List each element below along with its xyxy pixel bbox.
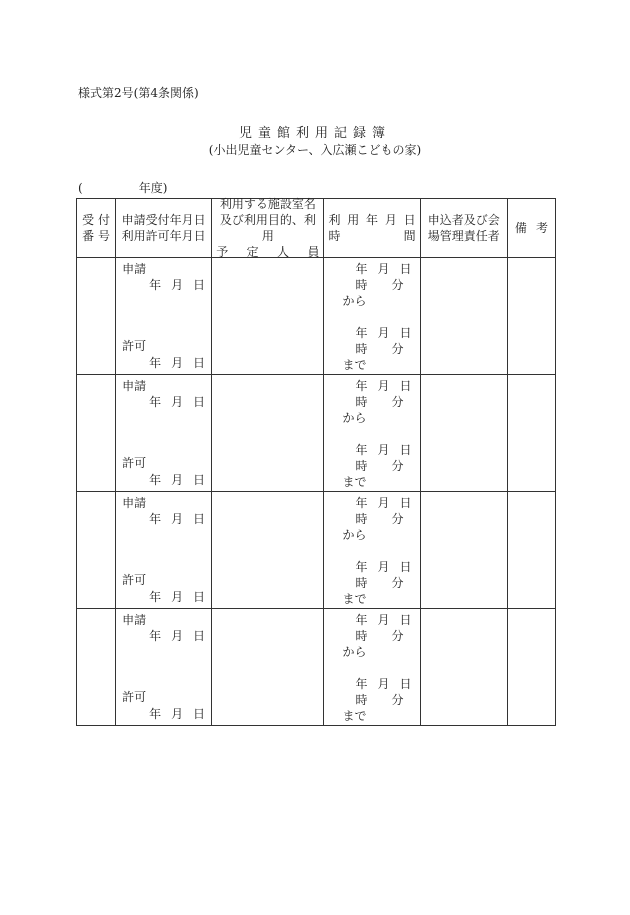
usage-log-body — [77, 258, 556, 726]
dates-cell[interactable] — [116, 492, 212, 609]
start-date: 年 月 日 — [355, 613, 412, 627]
applicant-cell[interactable] — [420, 258, 507, 375]
start-time: 時 分 — [355, 629, 404, 643]
apply-date: 年 月 日 — [149, 512, 206, 526]
until-label: まで — [342, 358, 367, 372]
permit-label: 許可 — [122, 690, 147, 704]
until-label: まで — [342, 475, 367, 489]
dates-cell[interactable] — [116, 258, 212, 375]
start-time: 時 分 — [355, 512, 404, 526]
table-row — [77, 609, 556, 726]
fiscal-year-open: ( — [78, 181, 83, 195]
header-facility: 利用する施設室名 及び利用目的、利用 予 定 人 員 — [212, 199, 324, 258]
header-usage-time: 利 用 年 月 日 時 間 — [324, 199, 420, 258]
permit-label: 許可 — [122, 339, 147, 353]
header-dates: 申請受付年月日 利用許可年月日 — [116, 199, 212, 258]
remarks-cell[interactable] — [507, 492, 555, 609]
permit-date: 年 月 日 — [149, 356, 206, 370]
apply-label: 申請 — [122, 496, 147, 510]
start-date: 年 月 日 — [355, 496, 412, 510]
applicant-cell[interactable] — [420, 375, 507, 492]
fiscal-year-line — [78, 179, 167, 196]
apply-date: 年 月 日 — [149, 395, 206, 409]
dates-cell[interactable] — [116, 609, 212, 726]
applicant-cell[interactable] — [420, 492, 507, 609]
usage-log-table — [76, 198, 556, 726]
receipt-no-cell[interactable] — [77, 609, 116, 726]
header-remarks: 備 考 — [507, 199, 555, 258]
permit-label: 許可 — [122, 573, 147, 587]
remarks-cell[interactable] — [507, 258, 555, 375]
facility-cell[interactable] — [212, 492, 324, 609]
end-date: 年 月 日 — [355, 443, 412, 457]
form-number: 様式第2号(第4条関係) — [78, 86, 199, 100]
end-date: 年 月 日 — [355, 560, 412, 574]
header-receipt-no: 受 付 番 号 — [77, 199, 116, 258]
usage-time-cell[interactable] — [324, 609, 420, 726]
table-row — [77, 375, 556, 492]
permit-label: 許可 — [122, 456, 147, 470]
header-row — [77, 199, 556, 258]
start-time: 時 分 — [355, 278, 404, 292]
usage-time-cell[interactable] — [324, 258, 420, 375]
fiscal-year-label: 年度) — [138, 181, 168, 195]
from-label: から — [342, 645, 367, 659]
table-row — [77, 258, 556, 375]
facility-cell[interactable] — [212, 258, 324, 375]
remarks-cell[interactable] — [507, 609, 555, 726]
apply-date: 年 月 日 — [149, 629, 206, 643]
end-time: 時 分 — [355, 342, 404, 356]
document-title: 児童館利用記録簿 — [238, 126, 391, 141]
until-label: まで — [342, 709, 367, 723]
header-applicant: 申込者及び会 場管理責任者 — [420, 199, 507, 258]
usage-time-cell[interactable] — [324, 375, 420, 492]
facility-cell[interactable] — [212, 375, 324, 492]
from-label: から — [342, 528, 367, 542]
apply-label: 申請 — [122, 613, 147, 627]
apply-date: 年 月 日 — [149, 278, 206, 292]
end-time: 時 分 — [355, 576, 404, 590]
permit-date: 年 月 日 — [149, 473, 206, 487]
start-date: 年 月 日 — [355, 379, 412, 393]
usage-time-cell[interactable] — [324, 492, 420, 609]
end-date: 年 月 日 — [355, 677, 412, 691]
permit-date: 年 月 日 — [149, 707, 206, 721]
applicant-cell[interactable] — [420, 609, 507, 726]
from-label: から — [342, 411, 367, 425]
receipt-no-cell[interactable] — [77, 492, 116, 609]
apply-label: 申請 — [122, 379, 147, 393]
remarks-cell[interactable] — [507, 375, 555, 492]
document-subtitle: (小出児童センター、入広瀬こどもの家) — [208, 143, 422, 157]
receipt-no-cell[interactable] — [77, 375, 116, 492]
apply-label: 申請 — [122, 262, 147, 276]
table-row — [77, 492, 556, 609]
facility-cell[interactable] — [212, 609, 324, 726]
end-time: 時 分 — [355, 459, 404, 473]
end-date: 年 月 日 — [355, 326, 412, 340]
permit-date: 年 月 日 — [149, 590, 206, 604]
until-label: まで — [342, 592, 367, 606]
from-label: から — [342, 294, 367, 308]
start-time: 時 分 — [355, 395, 404, 409]
start-date: 年 月 日 — [355, 262, 412, 276]
dates-cell[interactable] — [116, 375, 212, 492]
receipt-no-cell[interactable] — [77, 258, 116, 375]
end-time: 時 分 — [355, 693, 404, 707]
